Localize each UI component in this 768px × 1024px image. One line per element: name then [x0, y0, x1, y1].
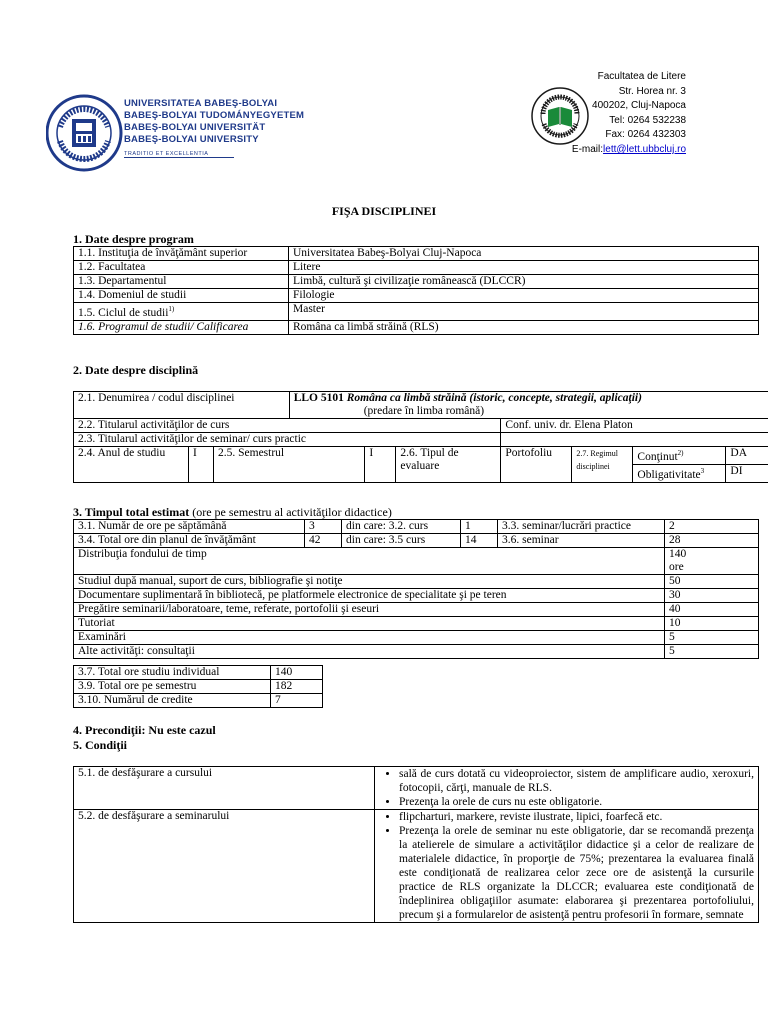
discipline-table — [73, 391, 768, 483]
seminar-holder-label: 2.3. Titularul activităţilor de seminar/ curs practic — [74, 433, 501, 447]
program-table — [73, 246, 759, 335]
table-row — [74, 247, 759, 261]
list-item: • Prezenţa la orele de curs nu este obligatorie. — [399, 795, 754, 809]
program-value: Master — [289, 303, 759, 321]
university-name-de: BABEŞ-BOLYAI UNIVERSITÄT — [124, 122, 266, 133]
email-link[interactable]: lett@lett.ubbcluj.ro — [603, 143, 686, 155]
seminar-hours-label: 3.3. seminar/lucrări practice — [498, 520, 665, 534]
table-row — [74, 589, 759, 603]
activity-hours: 5 — [665, 631, 759, 645]
seminar-hours-value: 2 — [665, 520, 759, 534]
table-row — [74, 320, 759, 334]
section-1-heading: 1. Date despre program — [73, 232, 194, 246]
study-year-value: I — [189, 447, 214, 483]
course-hours-value: 1 — [461, 520, 498, 534]
activity-label: Studiul după manual, suport de curs, bibliografie şi notiţe — [74, 575, 665, 589]
table-row — [74, 645, 759, 659]
total-seminar-value: 28 — [665, 534, 759, 548]
total-value: 140 — [271, 666, 323, 680]
discipline-regime-label: 2.7. Regimul disciplinei — [572, 447, 633, 483]
table-row — [74, 261, 759, 275]
faculty-tel: Tel: 0264 532238 — [609, 114, 686, 126]
table-row — [74, 617, 759, 631]
conditions-table — [73, 766, 759, 923]
total-course-value: 14 — [461, 534, 498, 548]
total-plan-hours-value: 42 — [305, 534, 342, 548]
table-row — [74, 810, 759, 923]
section-2-heading: 2. Date despre disciplină — [73, 363, 199, 377]
course-conditions-list — [379, 767, 754, 809]
table-row — [74, 767, 759, 810]
table-row — [74, 392, 768, 419]
program-value: Universitatea Babeş-Bolyai Cluj-Napoca — [289, 247, 759, 261]
discipline-language-note: (predare în limba română) — [363, 405, 485, 417]
university-names — [124, 98, 304, 160]
program-label: 1.4. Domeniul de studii — [74, 289, 289, 303]
table-row — [74, 303, 759, 321]
table-row — [74, 520, 759, 534]
course-conditions-label: 5.1. de desfăşurare a cursului — [74, 767, 375, 810]
activity-hours: 50 — [665, 575, 759, 589]
course-hours-label: din care: 3.2. curs — [342, 520, 461, 534]
program-label-cycle — [74, 303, 289, 321]
evaluation-type-value: Portofoliu — [501, 447, 572, 483]
content-label-cell — [633, 447, 726, 465]
table-row — [74, 603, 759, 617]
seminar-conditions-label: 5.2. de desfăşurare a seminarului — [74, 810, 375, 923]
university-name-hu: BABEŞ-BOLYAI TUDOMÁNYEGYETEM — [124, 110, 305, 121]
program-value: Filologie — [289, 289, 759, 303]
program-value: Litere — [289, 261, 759, 275]
totals-table — [73, 665, 323, 708]
total-label: 3.10. Numărul de credite — [74, 694, 271, 708]
time-distribution-unit: ore — [669, 561, 684, 573]
list-item: • flipcharturi, markere, reviste ilustrate, lipici, foarfecă etc. — [399, 810, 754, 824]
course-conditions-cell — [375, 767, 759, 810]
activity-label: Alte activităţi: consultaţii — [74, 645, 665, 659]
obligation-value: DI — [726, 464, 768, 482]
faculty-city: 400202, Cluj-Napoca — [592, 100, 686, 112]
program-label: 1.2. Facultatea — [74, 261, 289, 275]
faculty-street: Str. Horea nr. 3 — [618, 85, 686, 97]
total-seminar-label: 3.6. seminar — [498, 534, 665, 548]
total-label: 3.7. Total ore studiu individual — [74, 666, 271, 680]
activity-label: Documentare suplimentară în bibliotecă, pe platformele electronice de specialitate şi pe teren — [74, 589, 665, 603]
activity-hours: 5 — [665, 645, 759, 659]
activity-hours: 40 — [665, 603, 759, 617]
program-label: 1.6. Programul de studii/ Calificarea — [74, 320, 289, 334]
section-3-note: (ore pe semestru al activităţilor didactice) — [192, 505, 392, 519]
discipline-name-label: 2.1. Denumirea / codul disciplinei — [74, 392, 290, 419]
table-row — [74, 447, 768, 465]
discipline-title: Româna ca limbă străină (istoric, concepte, strategii, aplicaţii) — [346, 392, 642, 404]
table-row — [74, 666, 323, 680]
seminar-conditions-list — [379, 810, 754, 922]
section-4-heading: 4. Precondiţii: Nu este cazul — [73, 723, 216, 737]
program-value: Româna ca limbă străină (RLS) — [289, 320, 759, 334]
table-row — [74, 575, 759, 589]
activity-hours: 10 — [665, 617, 759, 631]
table-row — [74, 433, 768, 447]
university-name-ro: UNIVERSITATEA BABEŞ-BOLYAI — [124, 98, 278, 109]
course-holder-label: 2.2. Titularul activităţilor de curs — [74, 419, 501, 433]
document-title: FIŞA DISCIPLINEI — [331, 204, 437, 218]
evaluation-type-label: 2.6. Tipul de evaluare — [396, 447, 501, 483]
study-year-label: 2.4. Anul de studiu — [74, 447, 189, 483]
table-row — [74, 680, 323, 694]
section-3-heading — [73, 505, 392, 520]
table-row — [74, 631, 759, 645]
program-value: Limbă, cultură şi civilizaţie românească (DLCCR) — [289, 275, 759, 289]
footnote-marker: 3 — [700, 466, 705, 475]
table-row — [74, 289, 759, 303]
faculty-email-line — [556, 143, 686, 158]
semester-value: I — [365, 447, 396, 483]
university-motto: TRADITIO ET EXCELLENTIA — [124, 151, 209, 157]
total-course-label: din care: 3.5 curs — [342, 534, 461, 548]
course-holder-value: Conf. univ. dr. Elena Platon — [501, 419, 768, 433]
program-label: 1.5. Ciclul de studii — [78, 306, 169, 319]
email-prefix: E-mail: — [571, 143, 604, 155]
program-label: 1.1. Instituţia de învăţământ superior — [74, 247, 289, 261]
total-value: 182 — [271, 680, 323, 694]
faculty-name: Facultatea de Litere — [597, 71, 686, 82]
discipline-name-cell — [289, 392, 768, 419]
content-value: DA — [726, 447, 768, 465]
faculty-contact — [556, 70, 686, 158]
semester-label: 2.5. Semestrul — [214, 447, 365, 483]
obligation-label: Obligativitate — [637, 468, 701, 481]
list-item: • Prezenţa la orele de seminar nu este obligatorie, dar se recomandă prezenţa la atelierele de simulare a activităţilor didactice şi a celor de realizare de materialele didactice, în proporţie de 75%; prezentarea la evaluarea finală este condiţionată de realizarea celor zece ore de asistenţă la cursurile practice de RLS organizate la DLCCR; evaluarea este condiţionată de îndeplinirea obligaţiilor asumate: elaborarea şi prezentarea portofoliului, precum şi a formularelor de asistenţă pentru profesorii în formare, semnate — [399, 824, 754, 922]
hours-per-week-value: 3 — [305, 520, 342, 534]
table-row — [74, 419, 768, 433]
table-row — [74, 275, 759, 289]
content-label: Conţinut — [637, 450, 678, 463]
time-table — [73, 519, 759, 659]
time-distribution-value: 140 — [669, 548, 687, 560]
table-row — [74, 534, 759, 548]
hours-per-week-label: 3.1. Număr de ore pe săptămână — [74, 520, 305, 534]
activity-label: Tutoriat — [74, 617, 665, 631]
total-plan-hours-label: 3.4. Total ore din planul de învăţământ — [74, 534, 305, 548]
total-value: 7 — [271, 694, 323, 708]
section-5-heading: 5. Condiţii — [73, 738, 128, 752]
activity-label: Pregătire seminarii/laboratoare, teme, referate, portofolii şi eseuri — [74, 603, 665, 617]
faculty-fax: Fax: 0264 432303 — [605, 129, 686, 141]
header-divider — [124, 157, 234, 158]
activity-label: Examinări — [74, 631, 665, 645]
total-label: 3.9. Total ore pe semestru — [74, 680, 271, 694]
obligation-label-cell — [633, 464, 726, 482]
section-3-title: 3. Timpul total estimat — [73, 505, 190, 519]
program-label: 1.3. Departamentul — [74, 275, 289, 289]
discipline-code: LLO 5101 — [293, 392, 344, 404]
table-row — [74, 548, 759, 575]
time-distribution-label: Distribuţia fondului de timp — [74, 548, 665, 575]
footnote-marker: 1) — [168, 305, 175, 313]
activity-hours: 30 — [665, 589, 759, 603]
footnote-marker: 2) — [677, 449, 684, 457]
time-distribution-cell — [665, 548, 759, 575]
seminar-holder-value — [501, 433, 768, 447]
university-name-en: BABEŞ-BOLYAI UNIVERSITY — [124, 134, 259, 145]
table-row — [74, 694, 323, 708]
list-item: • sală de curs dotată cu videoproiector, sistem de amplificare audio, xeroxuri, fotocopii, cărţi, manuale de RLS. — [399, 767, 754, 795]
seminar-conditions-cell — [375, 810, 759, 923]
